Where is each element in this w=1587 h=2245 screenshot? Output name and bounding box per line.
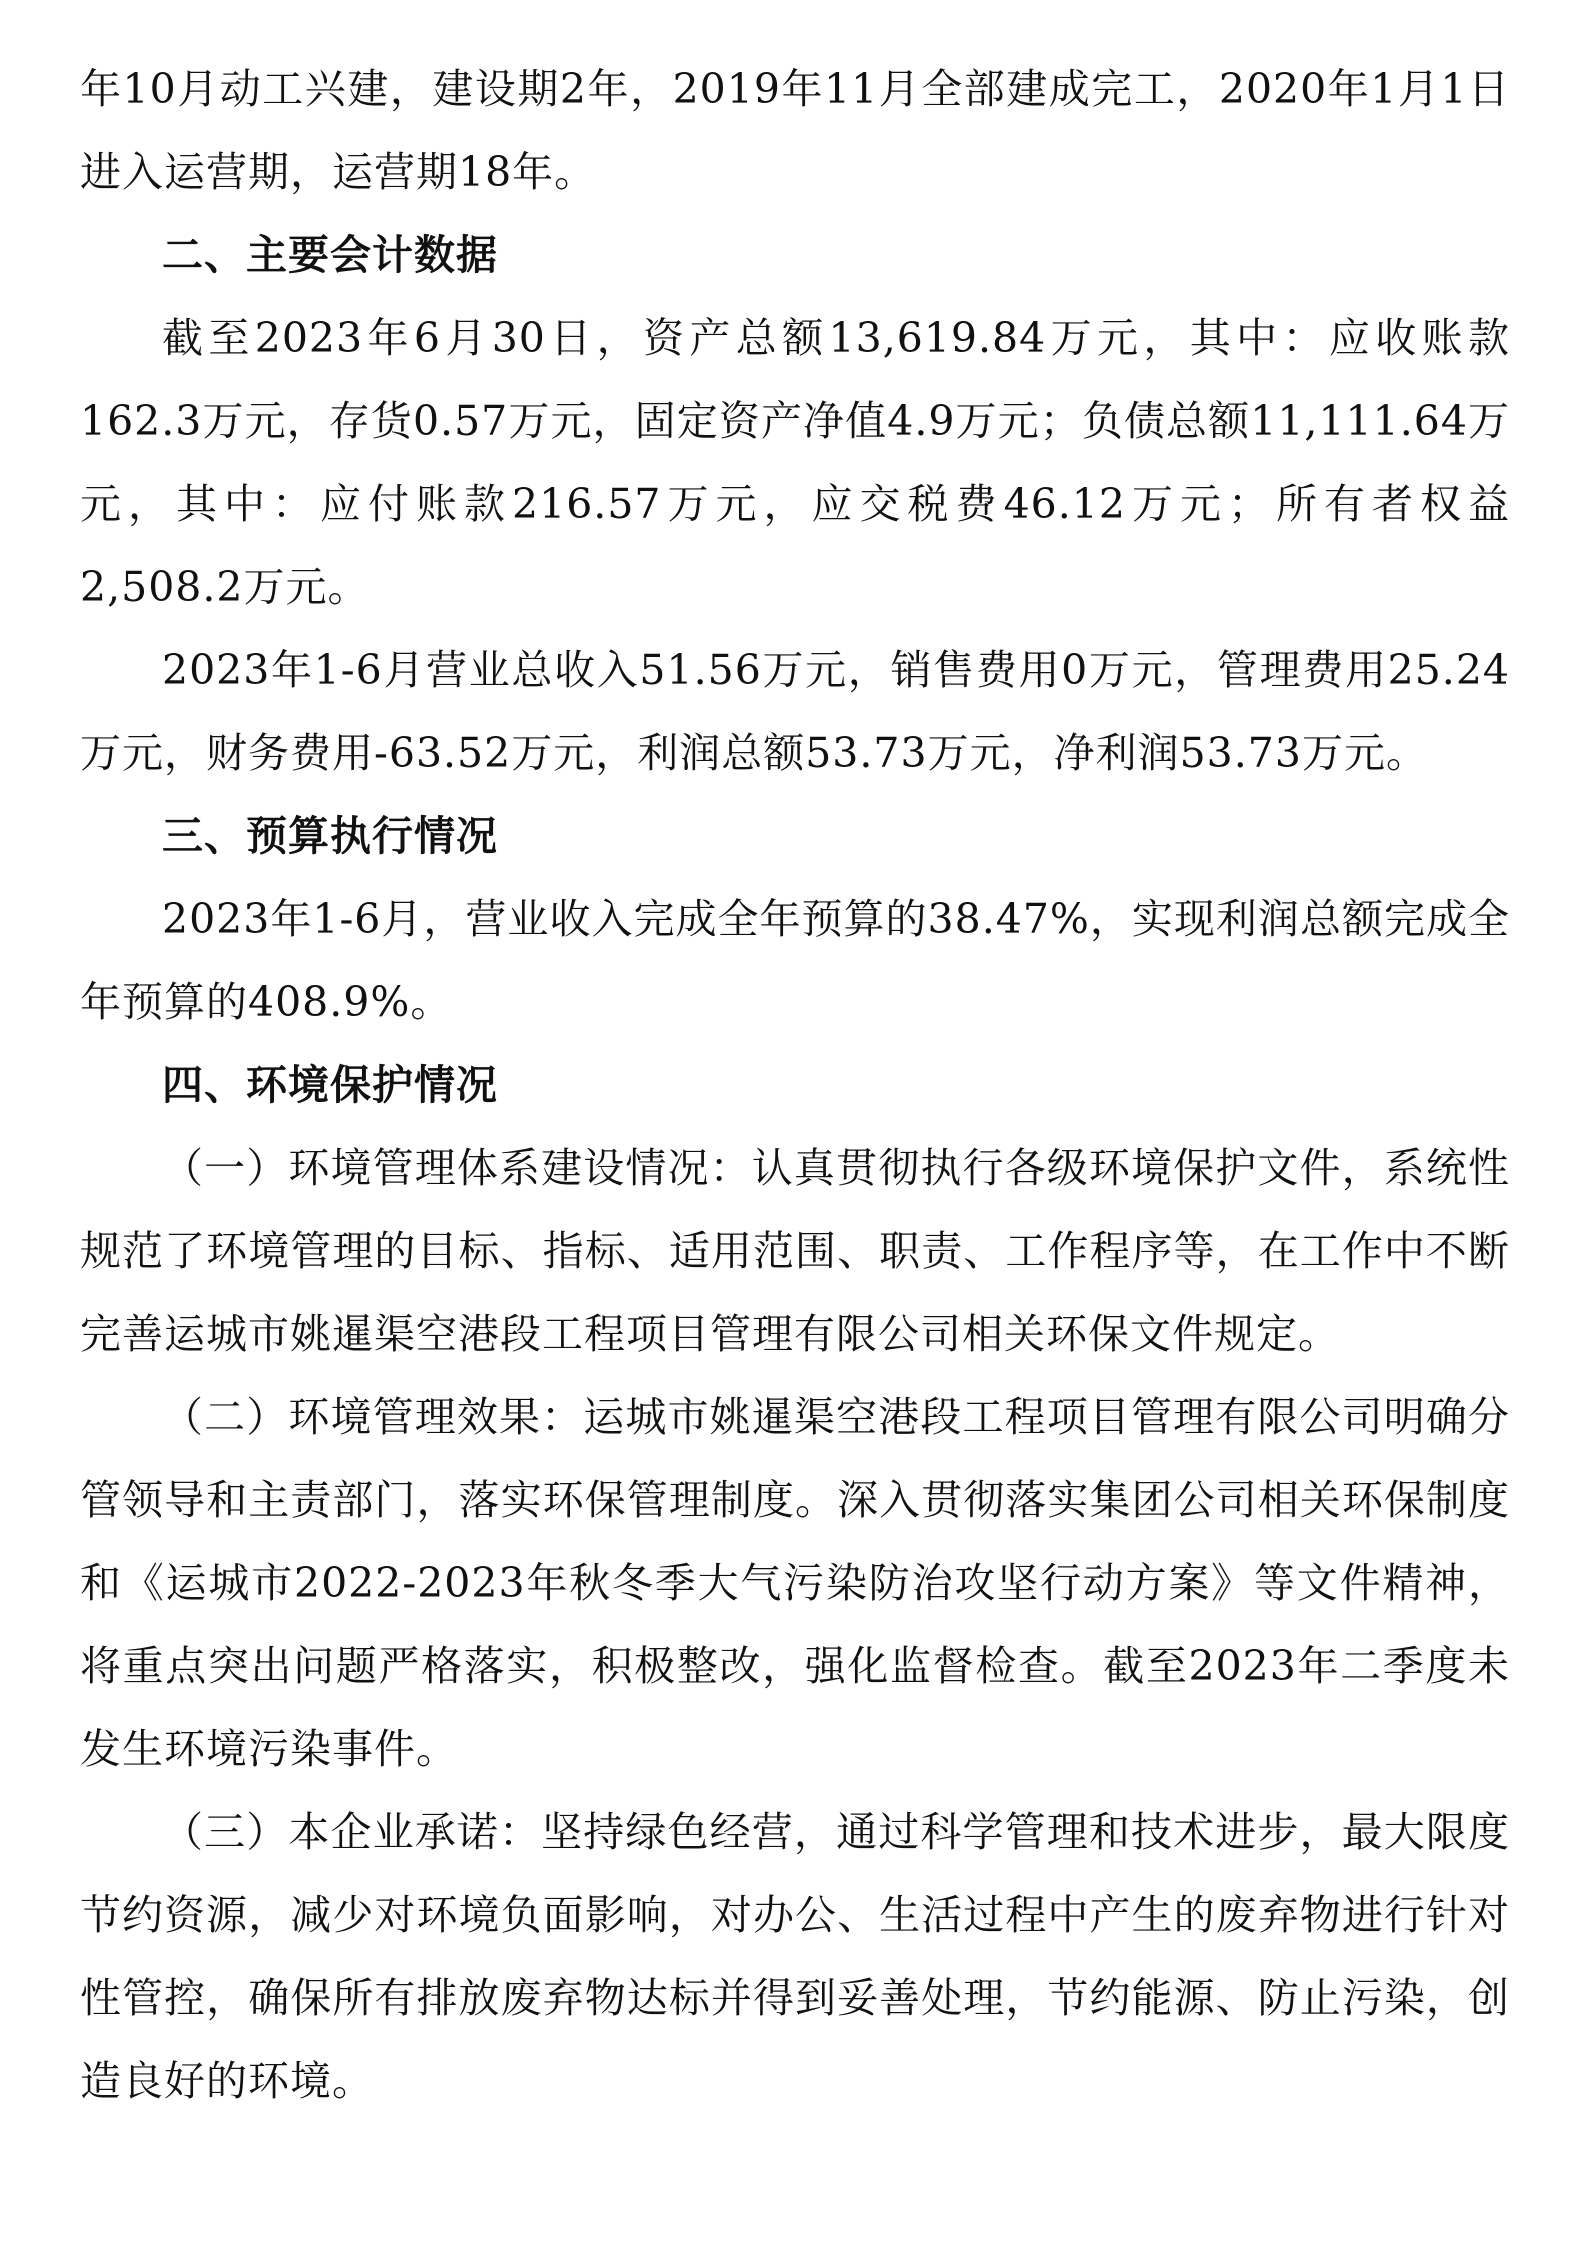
- paragraph-budget-execution: 2023年1-6月，营业收入完成全年预算的38.47%，实现利润总额完成全年预算的408.9%。: [80, 895, 1510, 1026]
- paragraph-balance-sheet: 截至2023年6月30日，资产总额13,619.84万元，其中：应收账款162.3万元，存货0.57万元，固定资产净值4.9万元；负债总额11,111.64万元，其中：应付账款216.57万元，应交税费46.12万元；所有者权益2,508.2万元。: [80, 314, 1510, 611]
- section-heading-budget-execution: 三、预算执行情况: [162, 812, 498, 860]
- paragraph-env-effect: （二）环境管理效果：运城市姚暹渠空港段工程项目管理有限公司明确分管领导和主责部门，落实环保管理制度。深入贯彻落实集团公司相关环保制度和《运城市2022-2023年秋冬季大气污染防治攻坚行动方案》等文件精神，将重点突出问题严格落实，积极整改，强化监督检查。截至2023年二季度未发生环境污染事件。: [80, 1393, 1510, 1773]
- document-page: [80, 48, 1510, 2123]
- section-heading-accounting-data: 二、主要会计数据: [162, 231, 498, 279]
- intro-paragraph: 年10月动工兴建，建设期2年，2019年11月全部建成完工，2020年1月1日进入运营期，运营期18年。: [80, 65, 1510, 196]
- section-heading-environmental-protection: 四、环境保护情况: [162, 1061, 498, 1109]
- paragraph-env-system: （一）环境管理体系建设情况：认真贯彻执行各级环境保护文件，系统性规范了环境管理的目标、指标、适用范围、职责、工作程序等，在工作中不断完善运城市姚暹渠空港段工程项目管理有限公司相关环保文件规定。: [80, 1144, 1510, 1358]
- paragraph-env-commitment: （三）本企业承诺：坚持绿色经营，通过科学管理和技术进步，最大限度节约资源，减少对环境负面影响，对办公、生活过程中产生的废弃物进行针对性管控，确保所有排放废弃物达标并得到妥善处理，节约能源、防止污染，创造良好的环境。: [80, 1808, 1510, 2105]
- paragraph-income-statement: 2023年1-6月营业总收入51.56万元，销售费用0万元，管理费用25.24万元，财务费用-63.52万元，利润总额53.73万元，净利润53.73万元。: [80, 646, 1510, 777]
